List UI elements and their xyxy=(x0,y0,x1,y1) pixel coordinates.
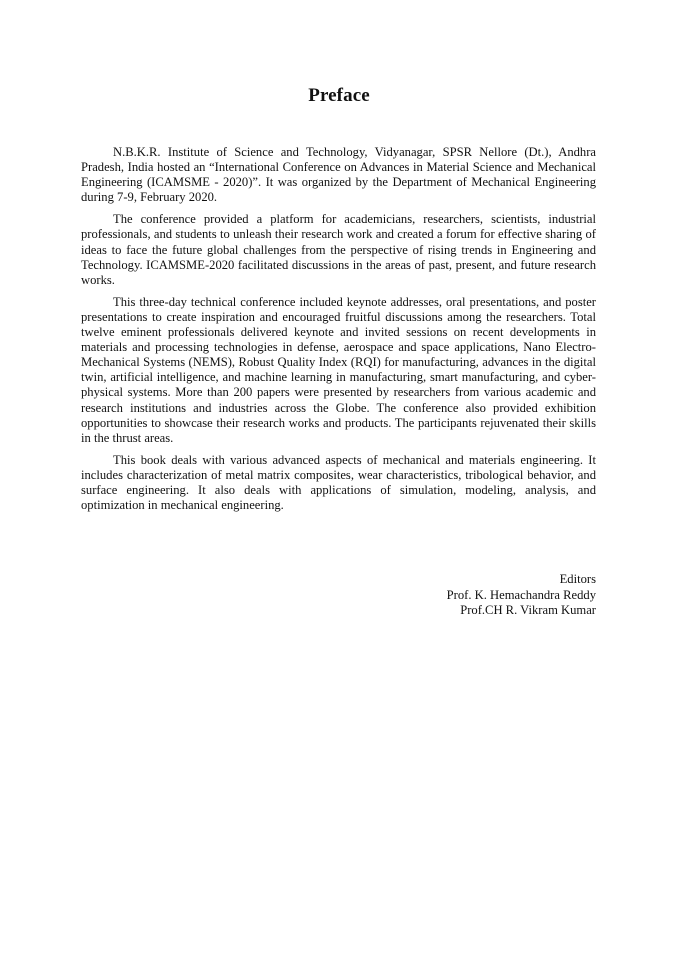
editors-heading: Editors xyxy=(559,572,596,586)
preface-body xyxy=(81,145,596,520)
paragraph-intro: N.B.K.R. Institute of Science and Technology, Vidyanagar, SPSR Nellore (Dt.), Andhra Pradesh, India hosted an “International Conference on Advances in Material Science and Mechanical Engineering (ICAMSME - 2020)”. It was organized by the Department of Mechanical Engineering during 7-9, February 2020. xyxy=(81,145,596,205)
editors-signature xyxy=(447,572,596,619)
page-title: Preface xyxy=(308,85,370,106)
editor-name-2: Prof.CH R. Vikram Kumar xyxy=(460,603,596,618)
editor-name-1: Prof. K. Hemachandra Reddy xyxy=(446,587,596,602)
paragraph-book-scope: This book deals with various advanced aspects of mechanical and materials engineering. It includes characterization of metal matrix composites, wear characteristics, tribological behavior, and surface engineering. It also deals with applications of simulation, modeling, analysis, and optimization in mechanical engineering. xyxy=(81,452,596,513)
paragraph-platform: The conference provided a platform for academicians, researchers, scientists, industrial professionals, and students to unleash their research work and created a forum for effective sharing of ideas to face the future global challenges from the perspective of rising trends in Engineering and Technology. ICAMSME-2020 facilitated discussions in the areas of past, present, and future research works. xyxy=(81,212,596,287)
paragraph-program: This three-day technical conference included keynote addresses, oral presentations, and poster presentations to create inspiration and encouraged fruitful discussions among the researchers. Total twelve eminent professionals delivered keynote and invited sessions on recent developments in materials and processing technologies in defense, aerospace and space applications, Nano Electro-Mechanical Systems (NEMS), Robust Quality Index (RQI) for manufacturing, advances in the digital twin, artificial intelligence, and machine learning in manufacturing, smart manufacturing, and cyber-physical systems. More than 200 papers were presented by researchers from various academic and research institutions and industries across the Globe. The conference also provided exhibition opportunities to showcase their research works and products. The participants rejuvenated their skills in the thrust areas. xyxy=(81,294,596,445)
